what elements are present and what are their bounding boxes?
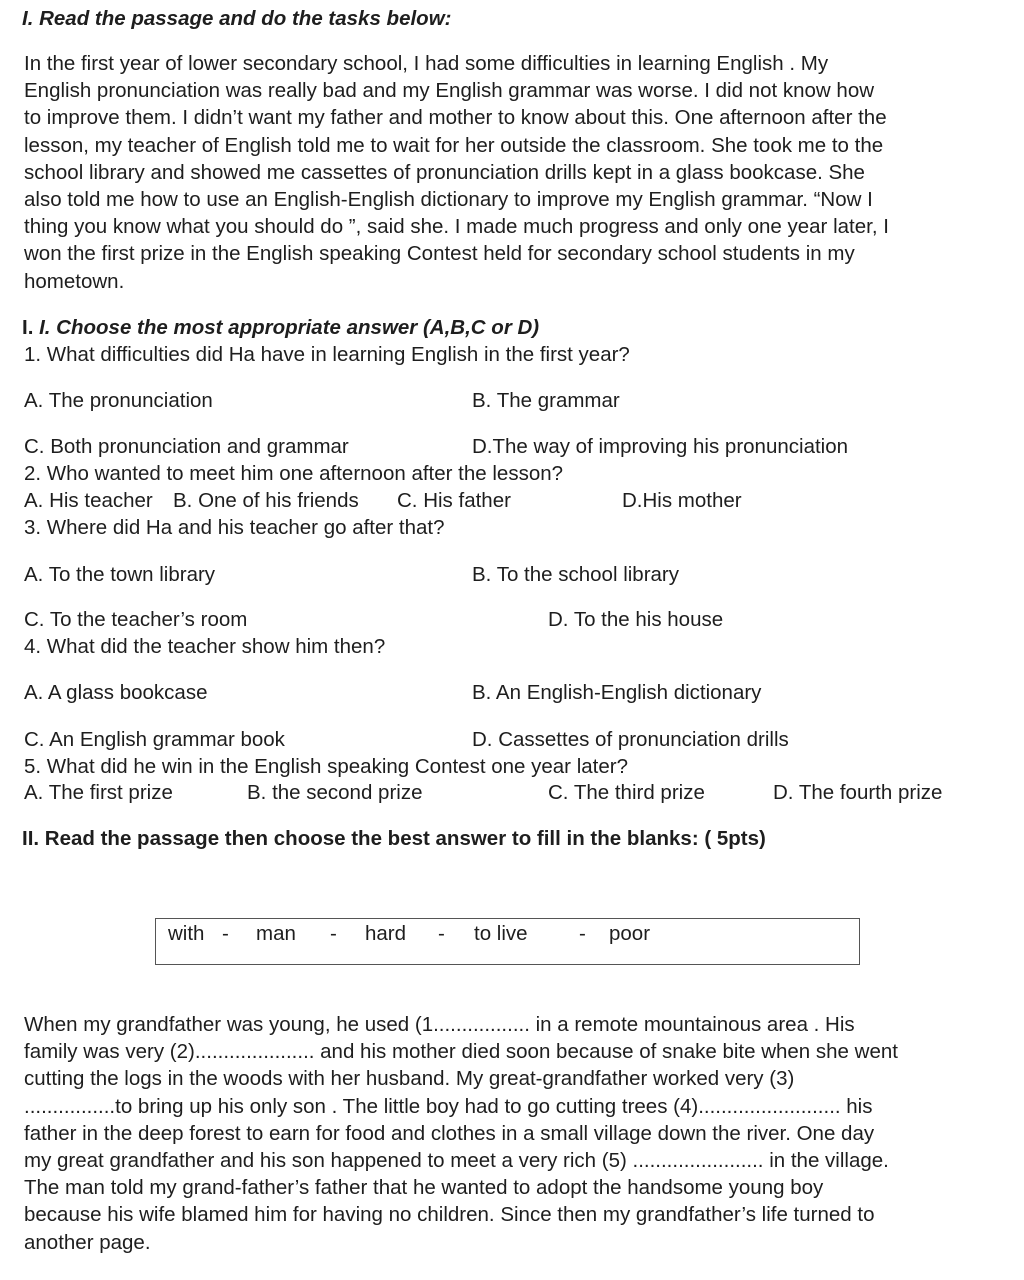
word-bank-word: with [168, 922, 205, 945]
passage-line: English pronunciation was really bad and my English grammar was worse. I did not know how [24, 79, 875, 103]
q4-option-d[interactable]: D. Cassettes of pronunciation drills [472, 728, 789, 751]
q5-option-a[interactable]: A. The first prize [24, 781, 173, 804]
q4-option-b[interactable]: B. An English-English dictionary [472, 681, 762, 704]
word-bank-word: poor [609, 922, 651, 945]
question-4: 4. What did the teacher show him then? [24, 635, 386, 658]
q1-option-d[interactable]: D.The way of improving his pronunciation [472, 435, 849, 458]
q5-option-d[interactable]: D. The fourth prize [773, 781, 943, 804]
question-5: 5. What did he win in the English speaking Contest one year later? [24, 755, 628, 778]
cloze-line: because his wife blamed him for having no children. Since then my grandfather’s life turned to [24, 1203, 875, 1227]
cloze-line: another page. [24, 1230, 151, 1254]
passage-line: In the first year of lower secondary school, I had some difficulties in learning English . My [24, 52, 829, 75]
q4-option-a[interactable]: A. A glass bookcase [24, 681, 208, 704]
reading-passage [24, 50, 1004, 295]
cloze-line: cutting the logs in the woods with her husband. My great-grandfather worked very (3) [24, 1067, 795, 1091]
passage-line: school library and showed me cassettes of pronunciation drills kept in a glass bookcase. She [24, 160, 865, 184]
passage-line: thing you know what you should do ”, said she. I made much progress and only one year later, I [24, 215, 889, 239]
q2-option-b[interactable]: B. One of his friends [173, 489, 359, 512]
question-3: 3. Where did Ha and his teacher go after that? [24, 516, 445, 539]
q5-option-c[interactable]: C. The third prize [548, 781, 705, 804]
passage-line: hometown. [24, 269, 125, 293]
q2-option-c[interactable]: C. His father [397, 489, 511, 512]
passage-line: won the first prize in the English speaking Contest held for secondary school students in my [24, 242, 855, 266]
passage-line: lesson, my teacher of English told me to wait for her outside the classroom. She took me to the [24, 133, 884, 157]
word-bank-word: to live [474, 922, 528, 945]
q1-option-c[interactable]: C. Both pronunciation and grammar [24, 435, 349, 458]
cloze-passage [24, 1011, 1004, 1256]
q3-option-a[interactable]: A. To the town library [24, 563, 216, 586]
cloze-line: When my grandfather was young, he used (1................. in a remote mountainous area . His [24, 1013, 855, 1036]
q5-option-b[interactable]: B. the second prize [247, 781, 423, 804]
passage-line: to improve them. I didn’t want my father and mother to know about this. One afternoon after the [24, 106, 887, 130]
word-bank-separator: - [579, 922, 586, 945]
q1-option-a[interactable]: A. The pronunciation [24, 389, 213, 412]
passage-line: also told me how to use an English-English dictionary to improve my English grammar. “Now I [24, 187, 873, 211]
task-title: I. I. Choose the most appropriate answer (A,B,C or D) [22, 316, 540, 339]
section-1-title: I. Read the passage and do the tasks below: [22, 7, 452, 30]
q2-option-a[interactable]: A. His teacher [24, 489, 153, 512]
word-bank-word: hard [365, 922, 407, 945]
word-bank-word: man [256, 922, 296, 945]
word-bank-box [155, 918, 860, 965]
section-2-title: II. Read the passage then choose the best answer to fill in the blanks: ( 5pts) [22, 827, 766, 850]
cloze-line: family was very (2)..................... and his mother died soon because of snake bite when she went [24, 1040, 898, 1064]
word-bank-separator: - [438, 922, 445, 945]
cloze-line: my great grandfather and his son happened to meet a very rich (5) ....................... in the village. [24, 1148, 889, 1172]
word-bank-separator: - [330, 922, 337, 945]
q4-option-c[interactable]: C. An English grammar book [24, 728, 285, 751]
question-1: 1. What difficulties did Ha have in learning English in the first year? [24, 343, 630, 366]
q3-option-b[interactable]: B. To the school library [472, 563, 680, 586]
task-title-text: I. Choose the most appropriate answer (A,B,C or D) [39, 316, 540, 339]
q3-option-c[interactable]: C. To the teacher’s room [24, 608, 248, 631]
word-bank-separator: - [222, 922, 229, 945]
cloze-line: ................to bring up his only son . The little boy had to go cutting trees (4)......................... his [24, 1094, 873, 1118]
cloze-line: The man told my grand-father’s father that he wanted to adopt the handsome young boy [24, 1176, 824, 1200]
question-2: 2. Who wanted to meet him one afternoon after the lesson? [24, 462, 564, 485]
cloze-line: father in the deep forest to earn for food and clothes in a small village down the river. One day [24, 1121, 875, 1145]
q1-option-b[interactable]: B. The grammar [472, 389, 620, 412]
q2-option-d[interactable]: D.His mother [622, 489, 742, 512]
q3-option-d[interactable]: D. To the his house [548, 608, 724, 631]
